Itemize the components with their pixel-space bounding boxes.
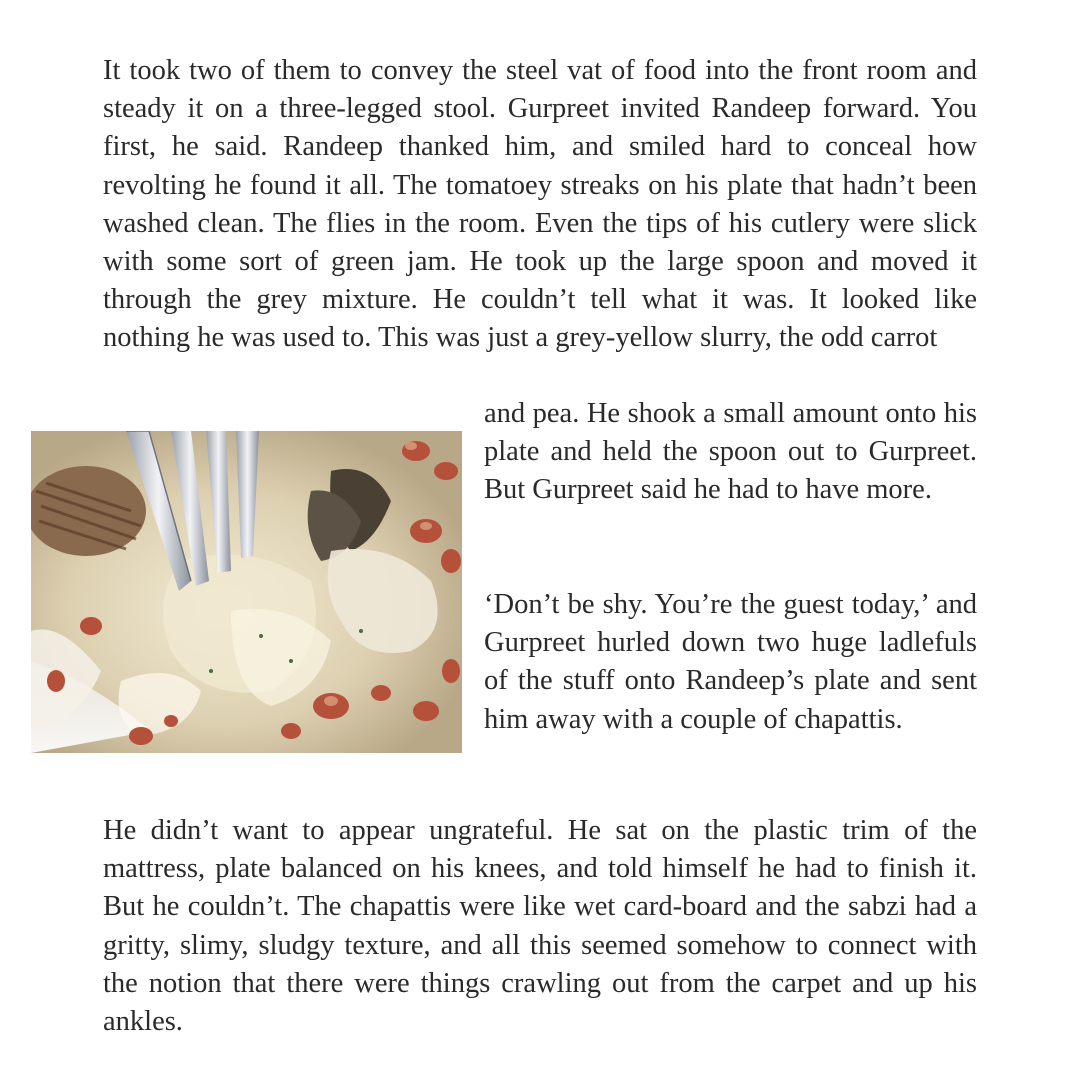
paragraph-1: It took two of them to convey the steel vat of food into the front room and steady it on a three-legged stool. Gurpreet invited Randeep forward. You first, he said. Randeep thanked him, and smiled hard to conceal how revolting he found it all. The tomatoey streaks on his plate that hadn’t been washed clean. The flies in the room. Even the tips of his cutlery were slick with some sort of green jam. He took up the large spoon and moved it through the grey mixture. He couldn’t tell what it was. It looked like nothing he was used to. This was just a grey-yellow slurry, the odd carrot [103,55,977,354]
paragraph-1-continued: and pea. He shook a small amount onto his plate and held the spoon out to Gurpreet. But Gurpreet said he had to have more. [484,398,977,506]
paragraph-3: He didn’t want to appear ungrateful. He sat on the plastic trim of the mattress, plate balanced on his knees, and told himself he had to finish it. But he couldn’t. The chapattis were like wet card-board and the sabzi had a gritty, slimy, sludgy texture, and all this seemed somehow to connect with the notion that there were things crawling out from the carpet and up his ankles. [103,815,977,1038]
food-closeup-image [31,431,462,753]
food-photo [31,431,462,753]
paragraph-2: ‘Don’t be shy. You’re the guest today,’ and Gurpreet hurled down two huge ladlefuls of the stuff onto Randeep’s plate and sent him away with a couple of chapattis. [484,589,977,735]
